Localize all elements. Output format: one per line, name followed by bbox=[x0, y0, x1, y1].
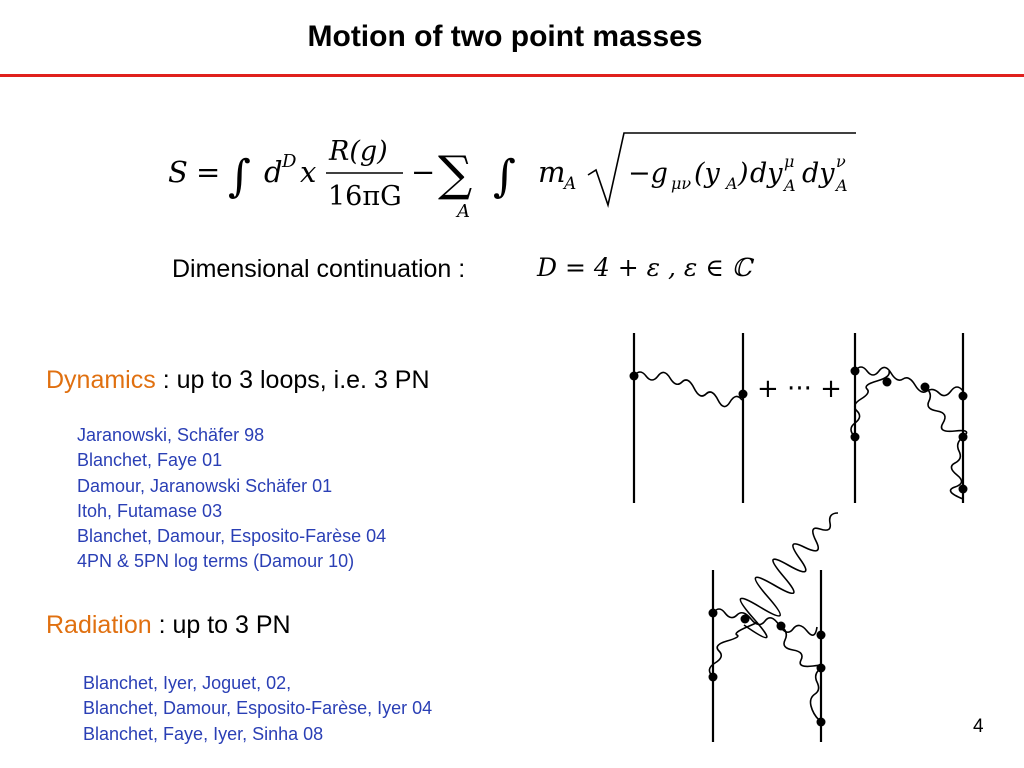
continuation-label: Dimensional continuation : bbox=[172, 255, 466, 283]
graviton-line bbox=[740, 513, 838, 638]
graviton-line bbox=[634, 372, 742, 407]
eq-sum-index: A bbox=[457, 201, 470, 222]
radiation-heading bbox=[46, 611, 291, 640]
eq-minus: − bbox=[411, 155, 436, 189]
graviton-line bbox=[811, 668, 822, 720]
eq-lhs: S bbox=[168, 155, 188, 189]
eq-integral-2: ∫ bbox=[493, 151, 516, 202]
feynman-diagram-dynamics bbox=[600, 325, 990, 510]
dynamics-heading-text: : up to 3 loops, i.e. 3 PN bbox=[155, 366, 430, 394]
graviton-line bbox=[855, 367, 963, 396]
eq-dy2-sup: ν bbox=[836, 152, 846, 171]
eq-radicand: −g bbox=[628, 158, 668, 189]
action-equation bbox=[166, 125, 866, 225]
eq-dy1: dy bbox=[750, 158, 783, 189]
eq-dy1-sup: μ bbox=[784, 152, 795, 171]
continuation-equation: D = 4 + ε , ε ∈ ℂ bbox=[537, 253, 752, 282]
reference-item: Jaranowski, Schäfer 98 bbox=[77, 425, 265, 445]
eq-fraction-den: 16πG bbox=[328, 181, 402, 212]
reference-item: Blanchet, Damour, Esposito-Farèse, Iyer 04 bbox=[83, 698, 433, 719]
eq-measure-var: x bbox=[300, 155, 317, 189]
eq-measure-sup: D bbox=[282, 151, 297, 172]
eq-equals: = bbox=[196, 155, 221, 189]
eq-radicand-arg: (y bbox=[694, 158, 720, 189]
title-rule bbox=[0, 74, 1024, 77]
eq-mass: m bbox=[538, 155, 566, 189]
graviton-line bbox=[709, 623, 756, 678]
reference-item: 4PN & 5PN log terms (Damour 10) bbox=[77, 551, 355, 572]
eq-sum: ∑ bbox=[438, 146, 473, 202]
dynamics-heading bbox=[46, 366, 430, 395]
eq-mass-sub: A bbox=[564, 174, 577, 194]
eq-integral-1: ∫ bbox=[228, 151, 251, 202]
reference-item: Blanchet, Faye, Iyer, Sinha 08 bbox=[83, 723, 324, 744]
radiation-heading-text: : up to 3 PN bbox=[151, 611, 291, 639]
reference-item: Damour, Jaranowski Schäfer 01 bbox=[77, 475, 333, 496]
eq-radicand-sub: μν bbox=[671, 174, 692, 193]
radiation-heading-accent: Radiation bbox=[46, 611, 152, 639]
radiation-references bbox=[83, 671, 432, 747]
eq-dy2-sub: A bbox=[836, 176, 848, 195]
eq-dy1-sub: A bbox=[784, 176, 796, 195]
graviton-line bbox=[713, 609, 817, 635]
reference-item: Itoh, Futamase 03 bbox=[77, 500, 223, 521]
dynamics-references bbox=[77, 423, 386, 575]
reference-item: Blanchet, Iyer, Joguet, 02, bbox=[83, 673, 292, 693]
eq-measure: d bbox=[264, 155, 283, 189]
dynamics-heading-accent: Dynamics bbox=[46, 366, 156, 394]
diagram-separator: + ··· + bbox=[757, 374, 842, 404]
eq-radicand-close: ) bbox=[738, 158, 749, 189]
slide-title: Motion of two point masses bbox=[307, 20, 703, 53]
eq-dy2: dy bbox=[802, 158, 835, 189]
eq-radicand-arg-sub: A bbox=[726, 174, 738, 193]
feynman-diagram-radiation bbox=[690, 505, 850, 750]
reference-item: Blanchet, Damour, Esposito-Farèse 04 bbox=[77, 526, 387, 547]
reference-item: Blanchet, Faye 01 bbox=[77, 450, 223, 471]
page-number: 4 bbox=[973, 716, 984, 737]
eq-fraction-num: R(g) bbox=[329, 136, 388, 167]
